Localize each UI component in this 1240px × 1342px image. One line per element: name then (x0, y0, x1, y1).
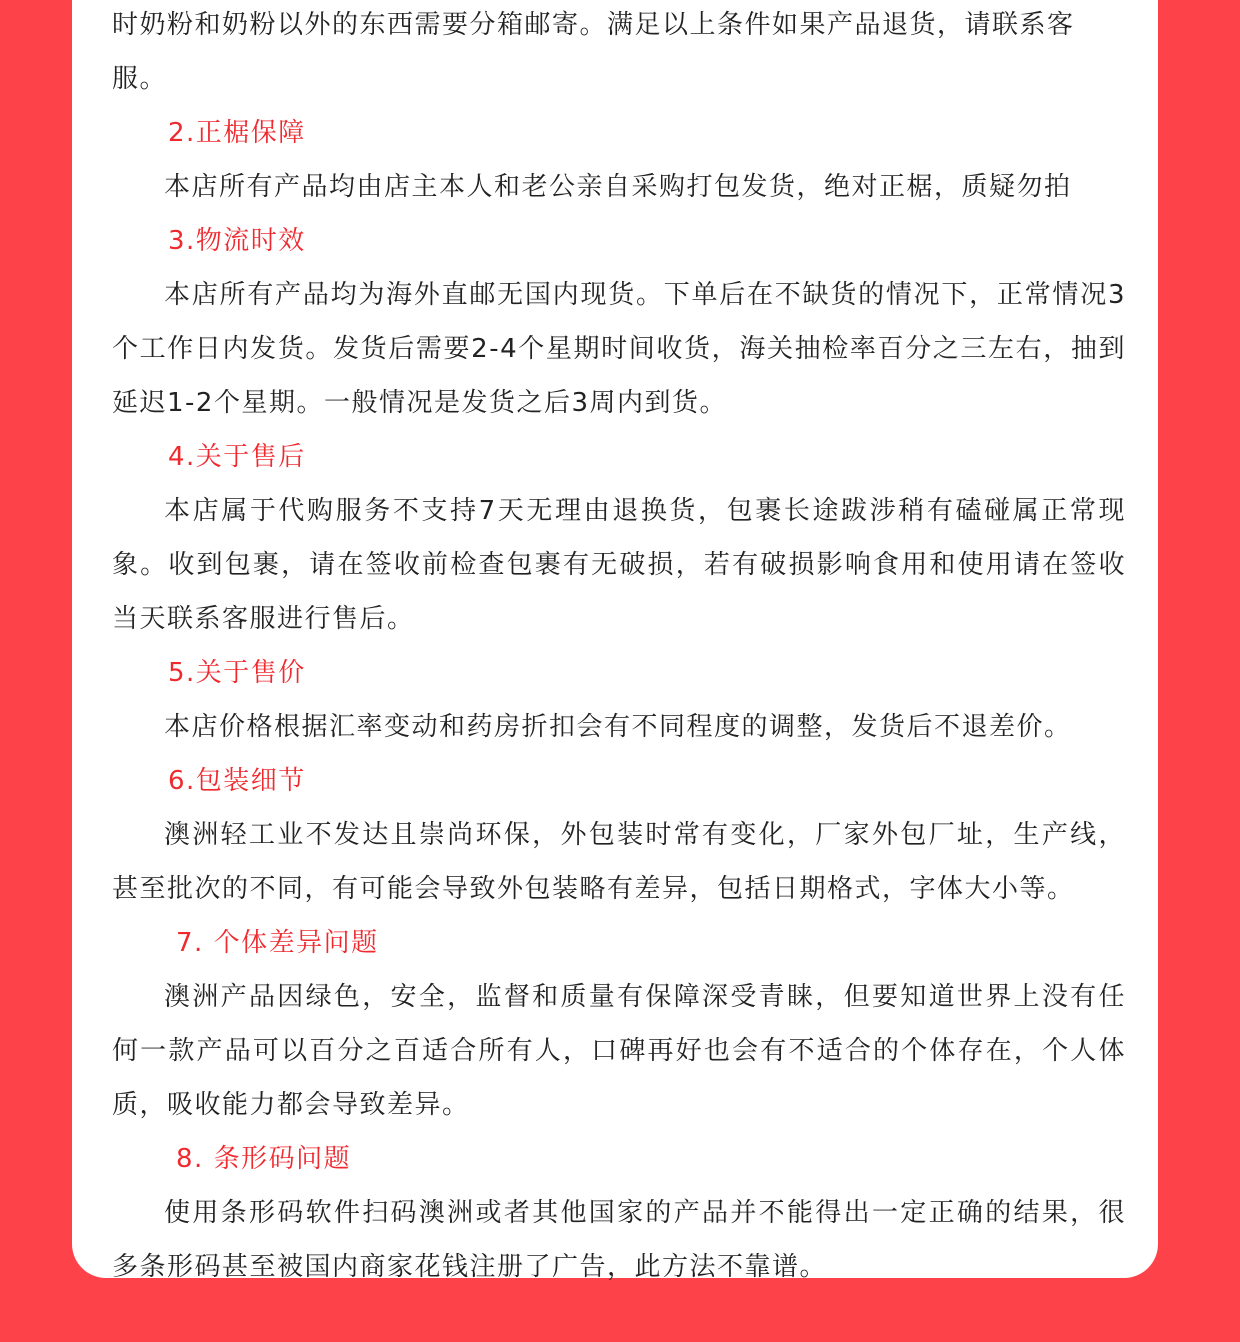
section-body-logistics: 本店所有产品均为海外直邮无国内现货。下单后在不缺货的情况下，正常情况3个工作日内发货。发货后需要2-4个星期时间收货，海关抽检率百分之三左右，抽到延迟1-2个星期。一般情况是发货之后3周内到货。 (112, 280, 1126, 418)
section-heading-guarantee: 2.正椐保障 (168, 118, 306, 148)
section-heading-after-sales: 4.关于售后 (168, 442, 306, 472)
section-body-after-sales: 本店属于代购服务不支持7天无理由退换货，包裹长途跋涉稍有磕碰属正常现象。收到包裹，请在签收前检查包裹有无破损，若有破损影响食用和使用请在签收当天联系客服进行售后。 (112, 496, 1126, 634)
section-heading-individual-differences: 7. 个体差异问题 (176, 928, 379, 958)
section-heading-packaging: 6.包装细节 (168, 766, 306, 796)
section-body-guarantee: 本店所有产品均由店主本人和老公亲自采购打包发货，绝对正椐，质疑勿拍 (164, 172, 1072, 202)
section-heading-pricing: 5.关于售价 (168, 658, 306, 688)
section-heading-logistics: 3.物流时效 (168, 226, 306, 256)
section-body-packaging: 澳洲轻工业不发达且崇尚环保，外包装时常有变化，厂家外包厂址，生产线，甚至批次的不同，有可能会导致外包装略有差异，包括日期格式，字体大小等。 (112, 820, 1126, 904)
bottom-red-strip (0, 1322, 1240, 1342)
intro-text (112, 0, 1126, 106)
section-heading-barcode: 8. 条形码问题 (176, 1144, 352, 1174)
section-body-pricing: 本店价格根据汇率变动和药房折扣会有不同程度的调整，发货后不退差价。 (164, 712, 1072, 742)
notice-card (72, 0, 1158, 1282)
section-body-individual-differences: 澳洲产品因绿色，安全，监督和质量有保障深受青睐，但要知道世界上没有任何一款产品可以百分之百适合所有人，口碑再好也会有不适合的个体存在，个人体质，吸收能力都会导致差异。 (112, 982, 1126, 1120)
intro-line-end: 服。 (112, 64, 168, 94)
intro-line-top: 时奶粉和奶粉以外的东西需要分箱邮寄。满足以上条件如果产品退货，请联系客 (112, 10, 1075, 40)
section-body-barcode: 使用条形码软件扫码澳洲或者其他国家的产品并不能得出一定正确的结果，很多条形码甚至被国内商家花钱注册了广告，此方法不靠谱。 (112, 1198, 1126, 1282)
